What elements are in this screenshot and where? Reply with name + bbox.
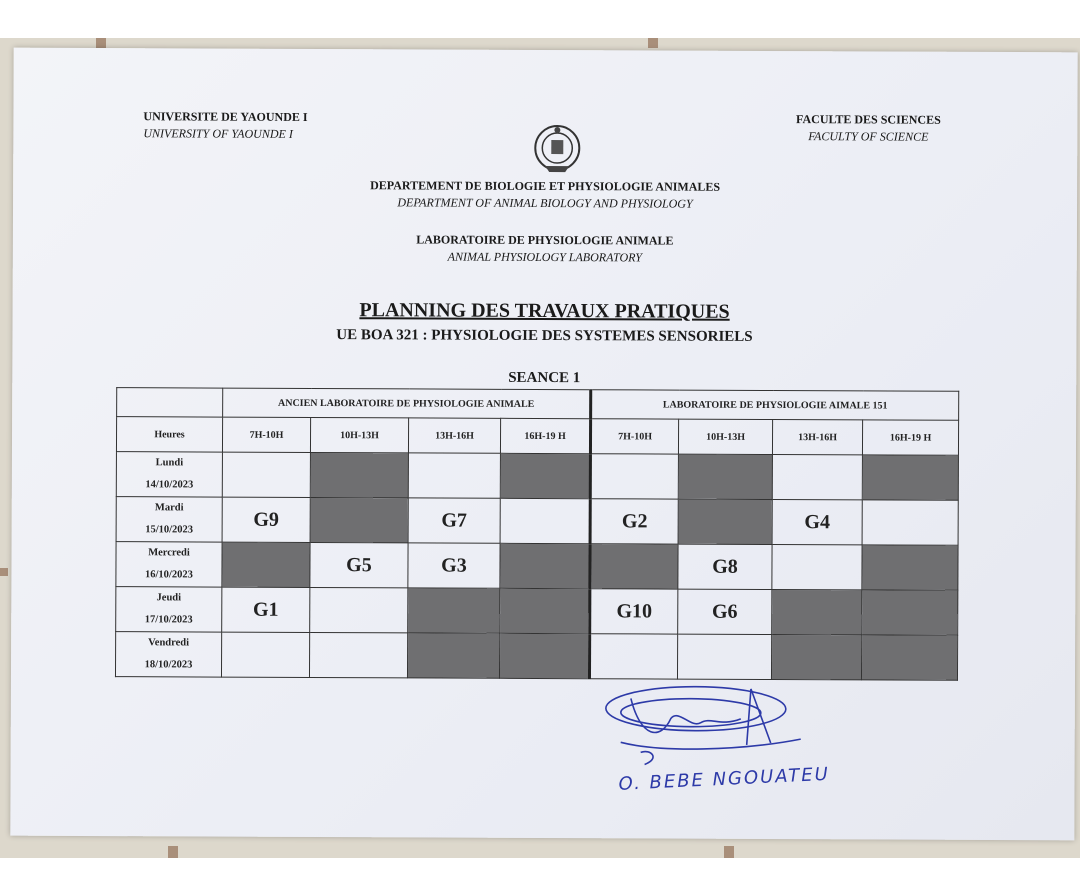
tile-joint	[168, 846, 178, 858]
tile-joint	[0, 568, 8, 576]
day-date: 18/10/2023	[144, 659, 193, 671]
empty-slot	[862, 500, 958, 545]
blocked-slot	[408, 588, 500, 633]
slot-header: 7H-10H	[222, 417, 310, 452]
blocked-slot	[500, 453, 590, 498]
handwritten-signature	[601, 678, 821, 769]
day-name: Lundi	[155, 457, 184, 469]
day-date: 14/10/2023	[145, 479, 194, 491]
department-block	[13, 176, 1077, 215]
empty-slot	[310, 587, 408, 632]
signatory-name: O. BEBE NGOUATEU	[618, 763, 831, 795]
lab1-header: ANCIEN LABORATOIRE DE PHYSIOLOGIE ANIMALE	[223, 388, 591, 419]
slots-header-row	[116, 417, 958, 456]
university-block	[143, 108, 307, 143]
university-name-fr: UNIVERSITE DE YAOUNDE I	[143, 109, 308, 124]
empty-slot	[221, 632, 309, 677]
blocked-slot	[222, 542, 310, 587]
group-slot: G8	[678, 544, 772, 589]
faculty-name-fr: FACULTE DES SCIENCES	[796, 112, 941, 127]
department-name-en: DEPARTMENT OF ANIMAL BIOLOGY AND PHYSIOLOGY	[397, 195, 693, 211]
group-slot: G3	[408, 543, 500, 588]
blocked-slot	[407, 633, 499, 678]
blocked-slot	[500, 588, 590, 633]
laboratory-name-en: ANIMAL PHYSIOLOGY LABORATORY	[447, 249, 642, 265]
course-title: UE BOA 321 : PHYSIOLOGIE DES SYSTEMES SENSORIELS	[336, 327, 753, 345]
group-slot: G7	[408, 498, 500, 543]
tile-joint	[724, 846, 734, 858]
document-sheet	[10, 48, 1077, 841]
blocked-slot	[678, 454, 772, 499]
faculty-name-en: FACULTY OF SCIENCE	[808, 129, 929, 144]
blocked-slot	[310, 497, 408, 542]
corner-cell	[117, 388, 223, 417]
day-cell	[116, 452, 222, 497]
blocked-slot	[862, 590, 958, 635]
faculty-block	[783, 111, 953, 146]
day-date: 15/10/2023	[145, 524, 194, 536]
day-name: Vendredi	[148, 637, 190, 649]
empty-slot	[590, 634, 678, 679]
blocked-slot	[500, 543, 590, 588]
slot-header: 13H-16H	[772, 419, 862, 454]
laboratory-block	[13, 230, 1077, 269]
group-slot: G4	[772, 499, 862, 544]
lab2-header: LABORATOIRE DE PHYSIOLOGIE AIMALE 151	[591, 390, 959, 421]
heures-header: Heures	[116, 417, 222, 452]
group-slot: G2	[590, 499, 678, 544]
empty-slot	[590, 454, 678, 499]
empty-slot	[309, 632, 407, 677]
blocked-slot	[862, 455, 958, 500]
schedule-row	[116, 542, 958, 591]
day-date: 17/10/2023	[144, 614, 193, 626]
laboratory-name-fr: LABORATOIRE DE PHYSIOLOGIE ANIMALE	[416, 232, 674, 248]
blocked-slot	[310, 452, 408, 497]
lab-header-row	[117, 388, 959, 421]
empty-slot	[678, 634, 772, 679]
blocked-slot	[678, 499, 772, 544]
schedule-row	[115, 632, 957, 681]
empty-slot	[222, 452, 310, 497]
blocked-slot	[499, 633, 589, 678]
tile-joint	[648, 38, 658, 48]
slot-header: 13H-16H	[408, 418, 500, 453]
empty-slot	[500, 498, 590, 543]
blocked-slot	[772, 589, 862, 634]
group-slot: G6	[678, 589, 772, 634]
day-cell	[116, 587, 222, 632]
blocked-slot	[772, 634, 862, 679]
tile-joint	[96, 38, 106, 48]
empty-slot	[772, 454, 862, 499]
slot-header: 10H-13H	[678, 419, 772, 454]
day-name: Jeudi	[156, 592, 182, 604]
university-name-en: UNIVERSITY OF YAOUNDE I	[143, 126, 293, 141]
slot-header: 10H-13H	[310, 417, 408, 452]
group-slot: G5	[310, 542, 408, 587]
slot-header: 16H-19 H	[862, 420, 958, 455]
schedule-row	[116, 587, 958, 636]
schedule-table	[115, 387, 959, 681]
slot-header: 16H-19 H	[500, 418, 590, 453]
university-seal-icon	[531, 122, 583, 174]
day-cell	[116, 542, 222, 587]
session-label: SEANCE 1	[508, 369, 581, 387]
department-name-fr: DEPARTEMENT DE BIOLOGIE ET PHYSIOLOGIE ANIMALES	[370, 178, 721, 194]
empty-slot	[408, 453, 500, 498]
day-cell	[115, 632, 221, 677]
empty-slot	[772, 544, 862, 589]
group-slot: G1	[222, 587, 310, 632]
day-cell	[116, 497, 222, 542]
day-name: Mardi	[154, 502, 184, 514]
schedule-row	[116, 497, 958, 546]
blocked-slot	[862, 635, 958, 680]
schedule-row	[116, 452, 958, 501]
group-slot: G9	[222, 497, 310, 542]
day-name: Mercredi	[148, 547, 190, 559]
blocked-slot	[590, 544, 678, 589]
page-title: PLANNING DES TRAVAUX PRATIQUES	[359, 299, 730, 323]
day-date: 16/10/2023	[144, 569, 193, 581]
blocked-slot	[862, 545, 958, 590]
group-slot: G10	[590, 589, 678, 634]
slot-header: 7H-10H	[590, 419, 678, 454]
